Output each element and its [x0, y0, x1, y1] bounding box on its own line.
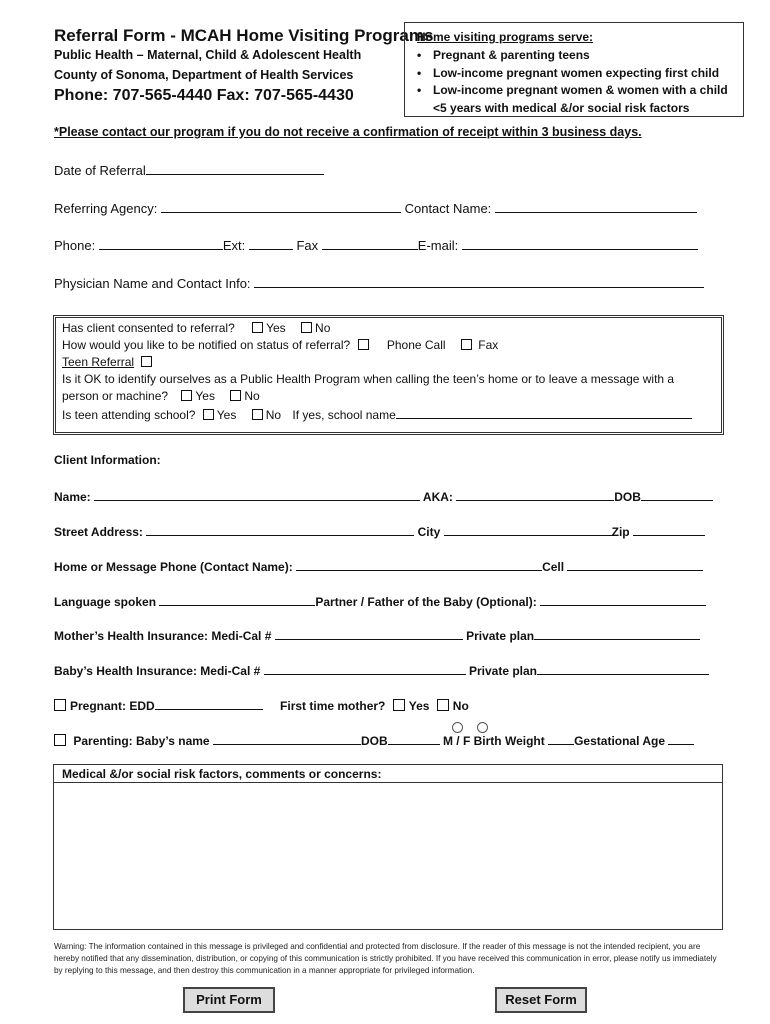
gestational-age-label: Gestational Age: [574, 734, 666, 748]
programs-serve-box: [404, 22, 744, 117]
name-field[interactable]: [94, 488, 420, 501]
reset-form-button[interactable]: Reset Form: [495, 987, 587, 1013]
first-time-no-checkbox[interactable]: [437, 699, 449, 711]
school-name-field[interactable]: [396, 406, 692, 419]
list-item: <5 years with medical &/or social risk factors: [433, 100, 690, 115]
home-phone-field[interactable]: [296, 558, 542, 571]
birth-weight-label: Birth Weight: [473, 734, 545, 748]
notify-row: [62, 338, 498, 352]
mother-insurance-row: [54, 627, 700, 643]
email-label: E-mail:: [417, 238, 459, 253]
identify-question-cont: person or machine?: [62, 389, 169, 403]
yes-label: Yes: [216, 408, 237, 422]
list-item: • Pregnant & parenting teens: [417, 47, 728, 65]
bullet-icon: •: [417, 65, 422, 80]
dob-field[interactable]: [641, 488, 713, 501]
cell-label: Cell: [542, 560, 565, 574]
fax-field[interactable]: [322, 237, 418, 250]
referring-agency-row: [54, 200, 697, 216]
contact-name-label: Contact Name:: [404, 201, 492, 216]
phone-row: [54, 237, 698, 253]
form-title: Referral Form - MCAH Home Visiting Programs: [54, 26, 434, 45]
city-label: City: [417, 525, 441, 539]
first-time-yes-checkbox[interactable]: [393, 699, 405, 711]
school-no-checkbox[interactable]: [252, 409, 263, 420]
private-plan-label: Private plan: [466, 629, 535, 643]
identify-answer-row: [62, 389, 260, 403]
notify-question: How would you like to be notified on status of referral?: [62, 338, 351, 352]
date-of-referral-label: Date of Referral: [54, 163, 146, 178]
street-field[interactable]: [146, 523, 414, 536]
yes-label: Yes: [266, 321, 286, 335]
identify-yes-checkbox[interactable]: [181, 390, 192, 401]
referring-agency-field[interactable]: [161, 200, 401, 213]
phone-fax-line: Phone: 707-565-4440 Fax: 707-565-4430: [54, 87, 354, 104]
identify-question: Is it OK to identify ourselves as a Public Health Program when calling the teen’s home or to leave a message with a: [62, 372, 675, 386]
print-form-button[interactable]: Print Form: [183, 987, 275, 1013]
baby-insurance-label: Baby’s Health Insurance: Medi-Cal #: [54, 664, 261, 678]
baby-dob-label: DOB: [360, 734, 388, 748]
school-question: Is teen attending school?: [62, 408, 196, 422]
notify-phone-checkbox[interactable]: [358, 339, 369, 350]
school-row: [62, 406, 692, 422]
ext-field[interactable]: [249, 237, 293, 250]
gender-label: M / F: [442, 734, 471, 748]
email-field[interactable]: [462, 237, 698, 250]
contact-name-field[interactable]: [495, 200, 697, 213]
yes-label: Yes: [195, 389, 215, 403]
client-name-row: [54, 488, 713, 504]
date-of-referral-row: [54, 162, 324, 178]
consent-yes-checkbox[interactable]: [252, 322, 263, 333]
baby-name-field[interactable]: [213, 732, 361, 745]
consent-no-checkbox[interactable]: [301, 322, 312, 333]
physician-row: [54, 275, 704, 291]
identify-no-checkbox[interactable]: [230, 390, 241, 401]
phone-label: Phone:: [54, 238, 96, 253]
baby-medical-field[interactable]: [264, 662, 466, 675]
teen-referral-checkbox[interactable]: [141, 356, 152, 367]
consent-question: Has client consented to referral?: [62, 321, 235, 335]
list-item: • Low-income pregnant women & women with a child: [417, 82, 728, 100]
pregnant-checkbox[interactable]: [54, 699, 66, 711]
physician-field[interactable]: [254, 275, 704, 288]
medical-comments-field[interactable]: [54, 783, 722, 929]
consent-row: [62, 321, 330, 335]
partner-field[interactable]: [540, 593, 706, 606]
medical-comments-box: [53, 764, 723, 930]
aka-label: AKA:: [422, 490, 453, 504]
yes-label: Yes: [408, 699, 430, 713]
aka-field[interactable]: [456, 488, 614, 501]
baby-name-label: Parenting: Baby’s name: [73, 734, 210, 748]
confirmation-notice: *Please contact our program if you do not receive a confirmation of receipt within 3 business days.: [54, 125, 642, 139]
bullet-icon: •: [417, 48, 422, 62]
edd-label: Pregnant: EDD: [70, 699, 155, 713]
referring-agency-label: Referring Agency:: [54, 201, 158, 216]
date-of-referral-field[interactable]: [146, 162, 324, 175]
city-field[interactable]: [444, 523, 612, 536]
consent-box: [53, 315, 724, 435]
mother-insurance-label: Mother’s Health Insurance: Medi-Cal #: [54, 629, 272, 643]
confidentiality-warning: Warning: The information contained in this message is privileged and confidential and protected from disclosure. If the reader of this message is not the intended recipient, you are hereby notified that any dissemination, distribution, or copying of this communication is strictly prohibited. If you have received this communication in error, please notify us immediately by replying to this message, and then destroy this communication in a manner appropriate for privileged information.: [54, 942, 717, 975]
teen-referral-row: [62, 355, 155, 369]
language-row: [54, 593, 706, 609]
mother-private-plan-field[interactable]: [534, 627, 700, 640]
home-phone-label: Home or Message Phone (Contact Name):: [54, 560, 293, 574]
language-field[interactable]: [159, 593, 315, 606]
fax-option-label: Fax: [478, 338, 499, 352]
phone-call-label: Phone Call: [386, 338, 446, 352]
pregnant-row: [54, 697, 469, 713]
dob-label: DOB: [614, 490, 641, 504]
gestational-age-field[interactable]: [668, 732, 694, 745]
zip-label: Zip: [611, 525, 630, 539]
partner-label: Partner / Father of the Baby (Optional):: [315, 595, 537, 609]
baby-private-plan-field[interactable]: [537, 662, 709, 675]
parenting-row: [54, 732, 694, 748]
mother-medical-field[interactable]: [275, 627, 463, 640]
baby-dob-field[interactable]: [388, 732, 440, 745]
fax-label: Fax: [296, 238, 319, 253]
teen-referral-label: Teen Referral: [62, 355, 135, 369]
client-info-heading: Client Information:: [54, 453, 161, 467]
no-label: No: [244, 389, 260, 403]
school-name-label: If yes, school name: [292, 408, 396, 422]
cell-field[interactable]: [567, 558, 703, 571]
private-plan-label: Private plan: [468, 664, 537, 678]
bullet-icon: •: [417, 83, 422, 97]
department-line: Public Health – Maternal, Child & Adolescent Health: [54, 48, 362, 62]
home-phone-row: [54, 558, 703, 574]
parenting-checkbox[interactable]: [54, 734, 66, 746]
list-item: • Low-income pregnant women expecting first child: [417, 65, 728, 83]
programs-serve-list: [417, 47, 728, 117]
address-row: [54, 523, 705, 539]
language-label: Language spoken: [54, 595, 157, 609]
street-label: Street Address:: [54, 525, 143, 539]
ext-label: Ext:: [222, 238, 246, 253]
notify-fax-checkbox[interactable]: [461, 339, 472, 350]
county-line: County of Sonoma, Department of Health Services: [54, 68, 354, 82]
school-yes-checkbox[interactable]: [203, 409, 214, 420]
no-label: No: [265, 408, 282, 422]
baby-insurance-row: [54, 662, 709, 678]
no-label: No: [452, 699, 469, 713]
name-label: Name:: [54, 490, 91, 504]
no-label: No: [315, 321, 331, 335]
physician-label: Physician Name and Contact Info:: [54, 276, 251, 291]
programs-serve-heading: Home visiting programs serve:: [417, 30, 594, 44]
medical-comments-heading: Medical &/or social risk factors, comments or concerns:: [62, 767, 382, 781]
edd-field[interactable]: [155, 697, 263, 710]
first-time-mother-label: First time mother?: [280, 699, 386, 713]
birth-weight-field[interactable]: [548, 732, 574, 745]
phone-field[interactable]: [99, 237, 223, 250]
medical-comments-header: [54, 765, 722, 783]
zip-field[interactable]: [633, 523, 705, 536]
